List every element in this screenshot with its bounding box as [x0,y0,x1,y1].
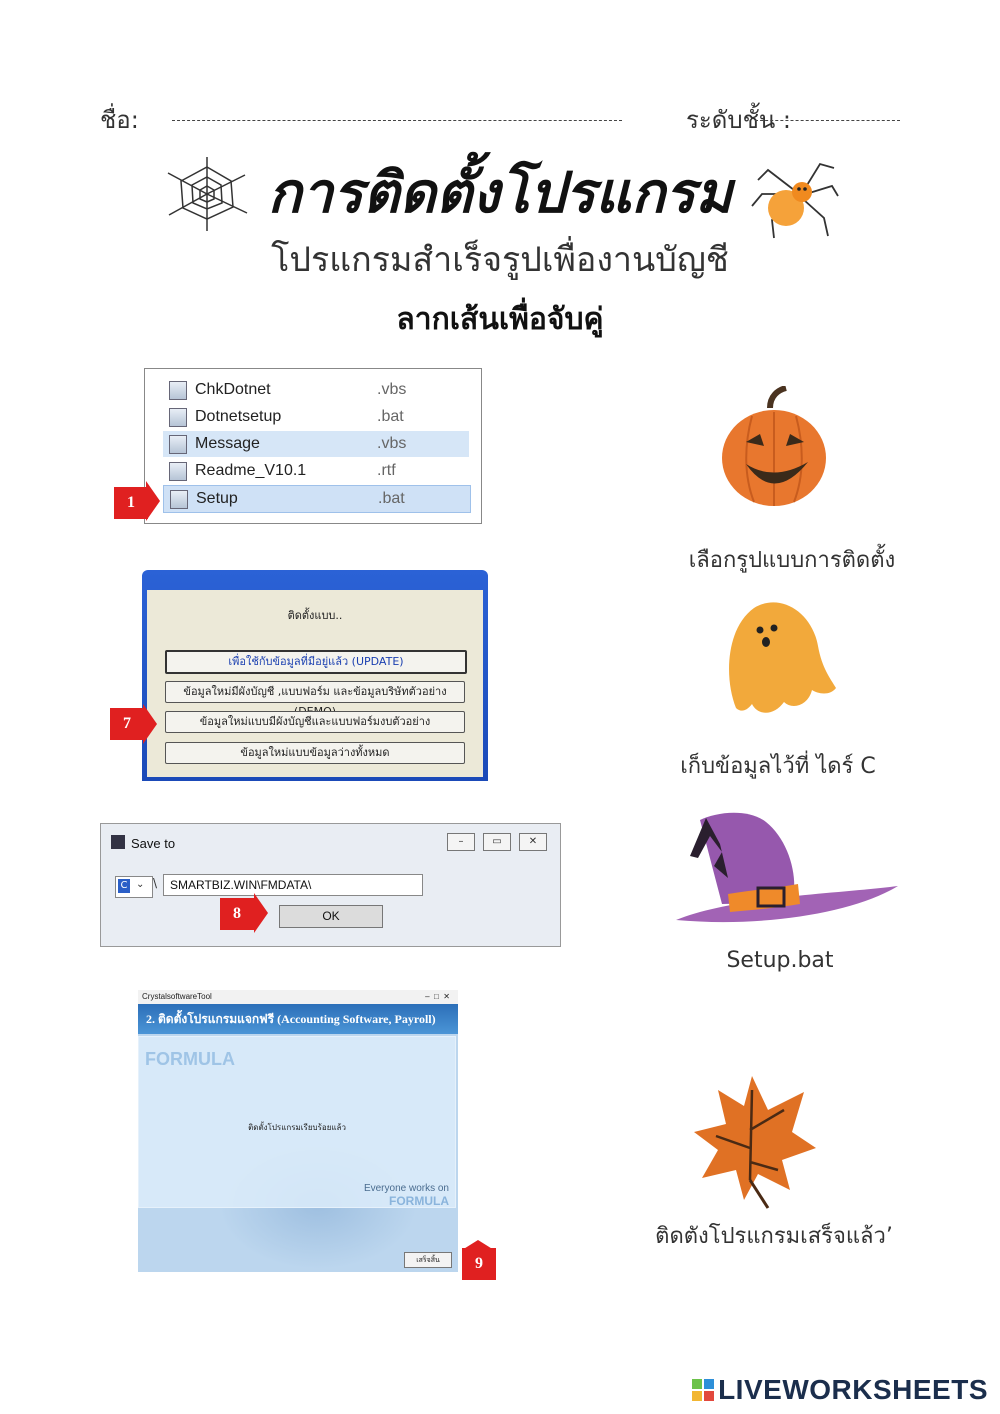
dialog-title: ติดตั้งแบบ.. [287,609,343,622]
liveworksheets-logo-icon [692,1379,714,1401]
tagline-brand: FORMULA [389,1194,449,1208]
window-controls[interactable]: – □ ✕ [425,992,450,1001]
spiderweb-icon [165,155,249,233]
option-update-button[interactable]: เพื่อใช้กับข้อมูลที่มีอยู่แล้ว (UPDATE) [165,650,467,674]
leaf-icon[interactable] [692,1070,816,1210]
arrow-right-icon [254,893,268,933]
file-name: Message [195,435,260,452]
footer-brand: LIVEWORKSHEETS [718,1374,988,1405]
arrow-right-icon [146,481,160,521]
option-demo-button[interactable]: ข้อมูลใหม่มีผังบัญชี ,แบบฟอร์ม และข้อมูลบริษัทตัวอย่าง [165,681,465,703]
file-name: Setup [196,490,238,507]
finish-button[interactable]: เสร็จสิ้น [404,1252,452,1268]
step-badge-7: 7 [110,708,144,740]
name-line[interactable] [172,120,622,121]
file-ext: .rtf [377,462,396,479]
file-ext: .vbs [377,435,407,452]
save-to-dialog [100,823,561,947]
batch-file-icon [170,490,188,509]
footer-logo [692,1374,988,1406]
install-type-dialog [142,570,488,781]
maximize-button[interactable]: ▭ [483,833,511,851]
install-finished-window [138,990,458,1272]
file-list-window [144,368,482,524]
file-name: Readme_V10.1 [195,462,307,479]
file-ext: .bat [378,490,405,507]
install-heading: 2. ติดตั้งโปรแกรมแจกฟรี (Accounting Software, Payroll) [138,1004,458,1034]
level-line[interactable] [755,120,900,121]
match-label: ติดตังโปรแกรมเสร็จแล้ว’ [655,1224,893,1249]
window-titlebar [138,990,458,1004]
file-row[interactable] [163,458,469,484]
document-file-icon [169,462,187,481]
path-separator-icon: \ [153,876,158,890]
option-chart-button[interactable]: ข้อมูลใหม่แบบมีผังบัญชีและแบบฟอร์มงบตัวอย่าง [165,711,465,733]
close-button[interactable]: ✕ [519,833,547,851]
file-name: ChkDotnet [195,381,271,398]
name-label: ชื่อ: [100,106,139,134]
file-ext: .bat [377,408,404,425]
option-empty-button[interactable]: ข้อมูลใหม่แบบข้อมูลว่างทั้งหมด [165,742,465,764]
file-ext: .vbs [377,381,407,398]
drive-select[interactable] [115,876,153,898]
match-label: Setup.bat [726,948,834,973]
file-row[interactable] [163,377,469,403]
ghost-icon[interactable] [718,598,842,728]
batch-file-icon [169,408,187,427]
app-icon [111,835,125,849]
file-row[interactable] [163,404,469,430]
finished-message: ติดตั้งโปรแกรมเรียบร้อยแล้ว [248,1123,346,1132]
path-input[interactable]: SMARTBIZ.WIN\FMDATA\ [163,874,423,896]
file-name: Dotnetsetup [195,408,282,425]
ok-button[interactable]: OK [279,905,383,928]
step-badge-8: 8 [220,898,254,930]
message-panel [138,1036,456,1208]
tagline-line: Everyone works on [363,1183,449,1194]
page-title: การติดตั้งโปรแกรม [267,161,733,226]
spider-icon [748,150,840,245]
minimize-button[interactable]: – [447,833,475,851]
witch-hat-icon[interactable] [676,808,898,934]
match-label: เก็บข้อมูลไว้ที่ ไดร์ C [680,754,876,779]
pumpkin-icon[interactable] [718,386,830,510]
page-subtitle: โปรแกรมสำเร็จรูปเพื่องานบัญชี [271,240,729,280]
arrow-up-icon [462,1240,494,1250]
level-label: ระดับชั้น : [686,106,792,134]
script-file-icon [169,435,187,454]
brand-logo: FORMULA [145,1049,235,1069]
chevron-down-icon: ⌄ [136,879,145,890]
script-file-icon [169,381,187,400]
drive-letter: C [118,879,130,893]
step-badge-1: 1 [114,487,148,519]
file-row[interactable] [163,431,469,457]
window-title: CrystalsoftwareTool [142,992,212,1001]
tagline [364,1183,449,1207]
instruction-text: ลากเส้นเพื่อจับคู่ [396,302,604,337]
arrow-right-icon [143,704,157,744]
match-label: เลือกรูปแบบการติดตั้ง [688,548,896,573]
window-title: Save to [131,836,176,851]
step-badge-9: 9 [462,1248,496,1280]
file-row-selected[interactable] [163,485,471,513]
